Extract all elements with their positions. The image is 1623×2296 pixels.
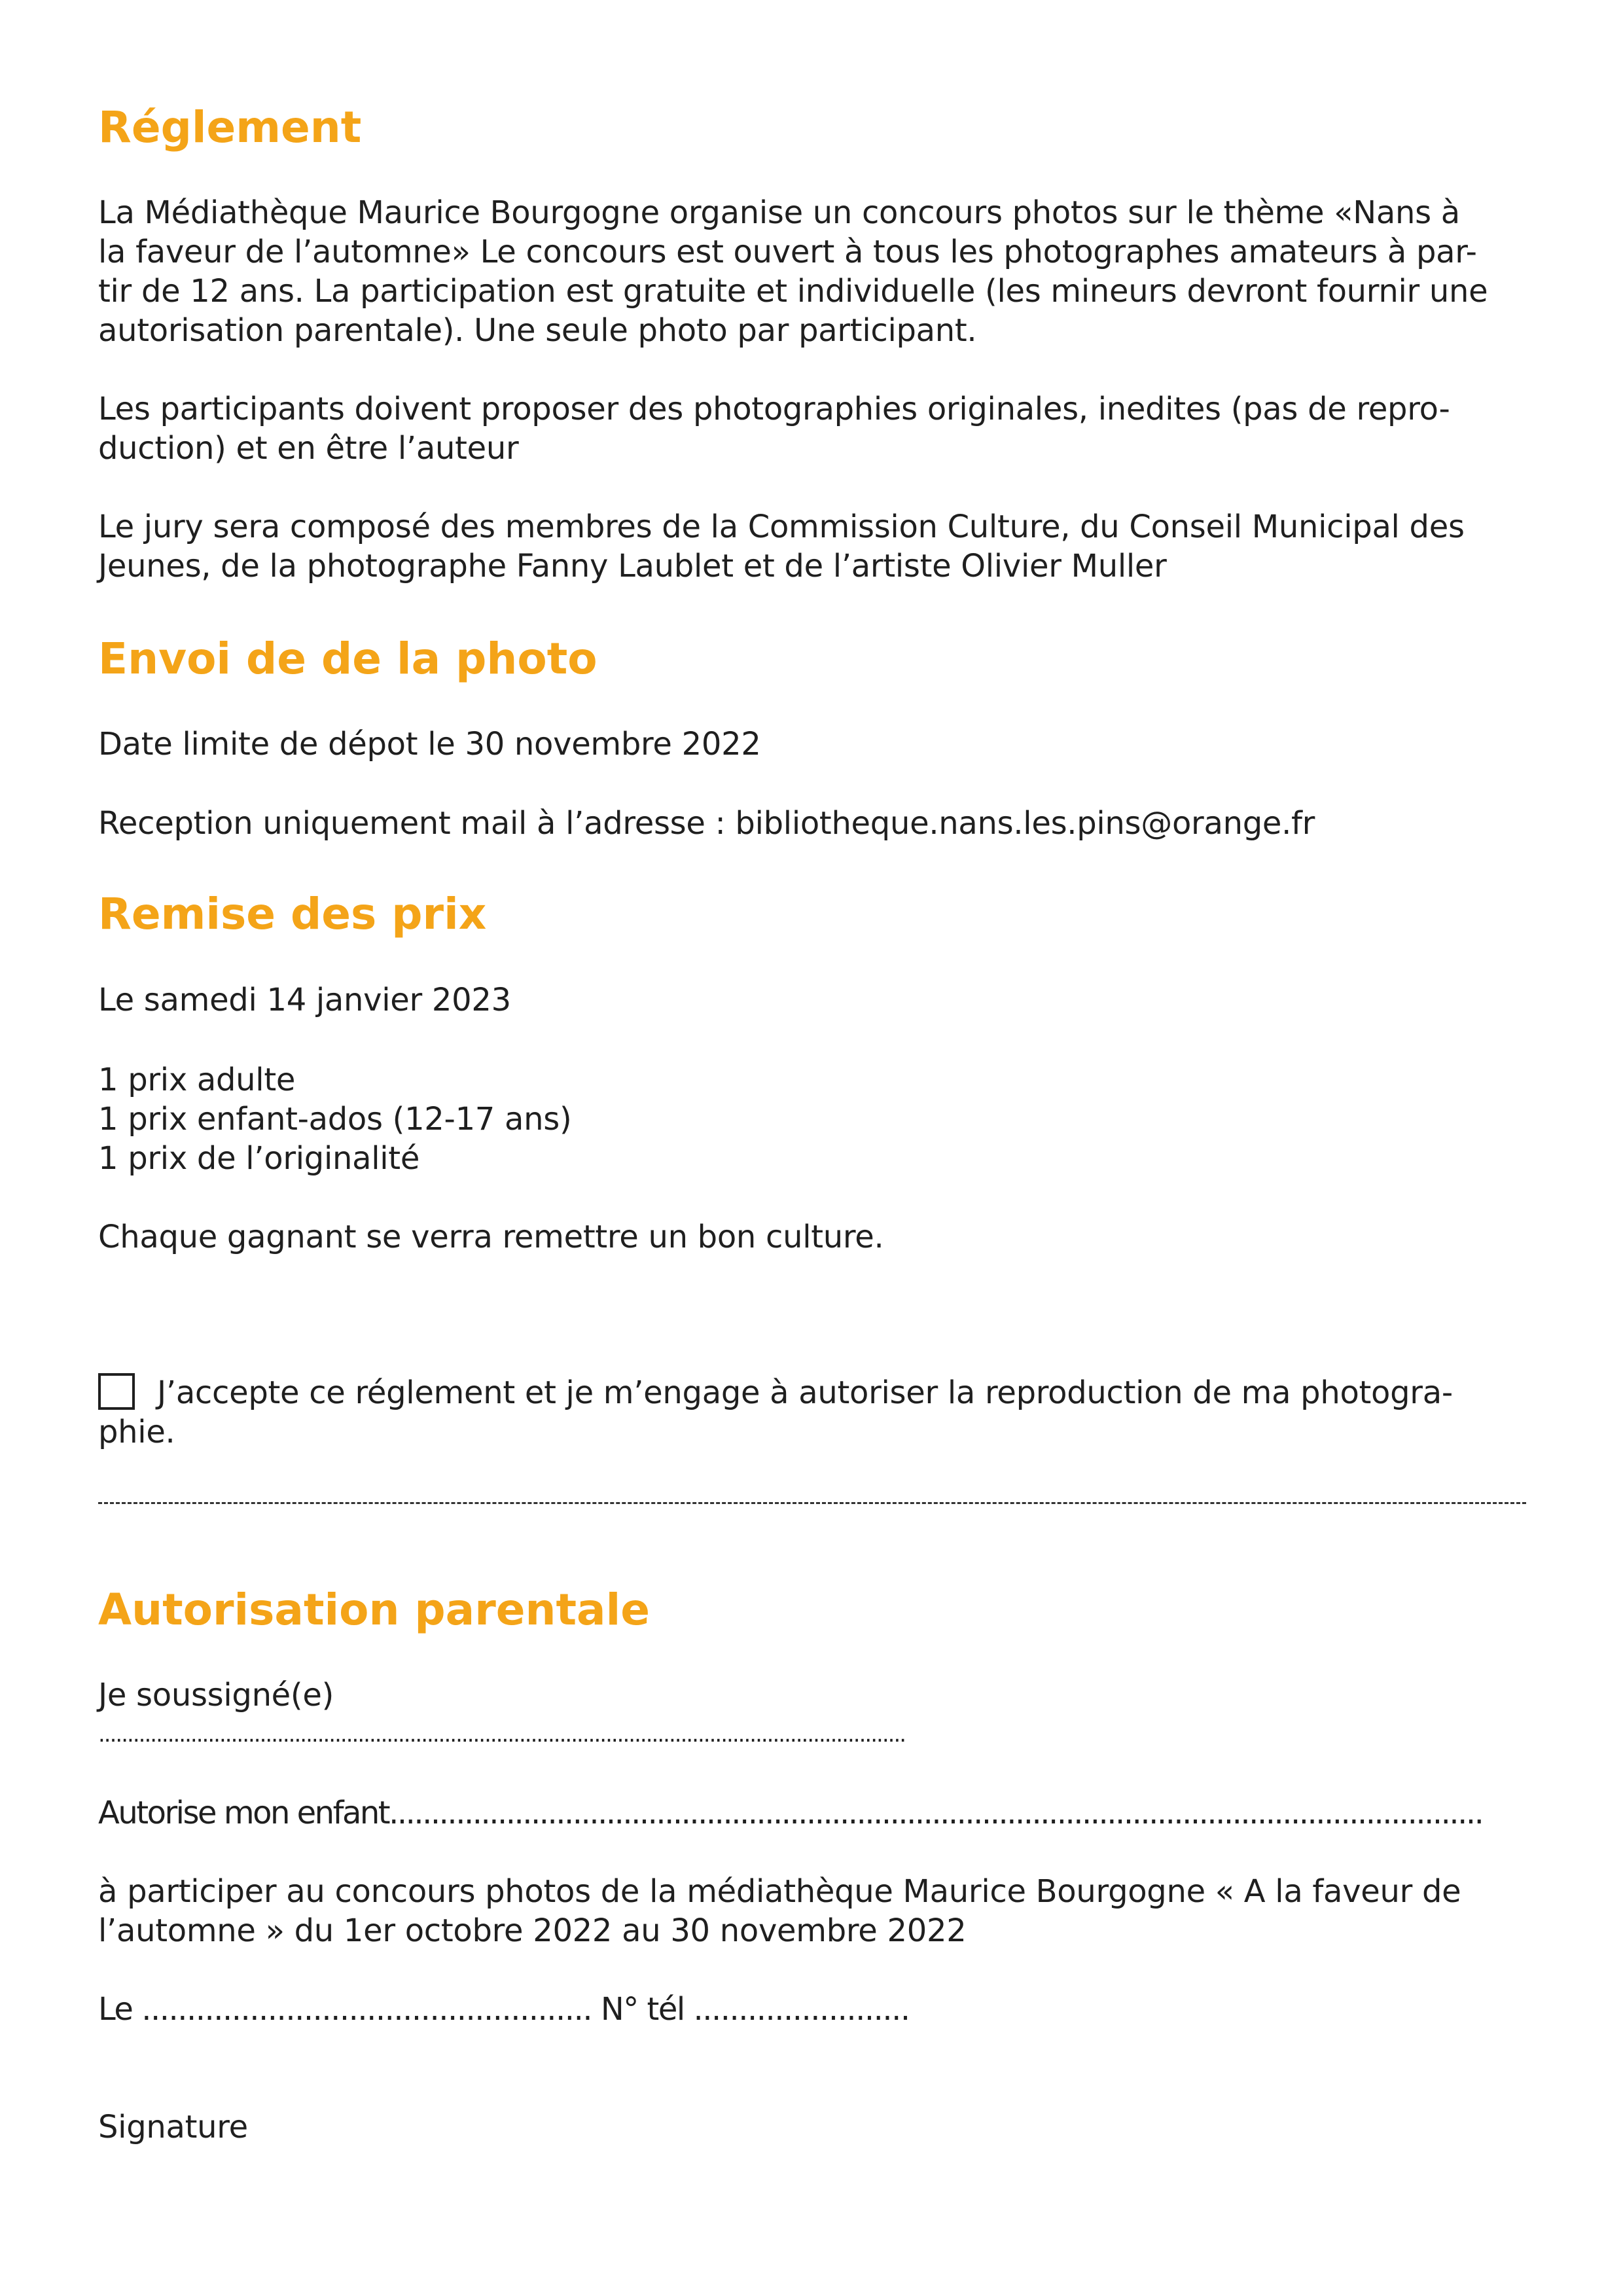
text-line: phie. bbox=[98, 1414, 175, 1450]
soussigne-field bbox=[98, 1676, 1538, 1754]
text-line: autorisation parentale). Une seule photo par participant. bbox=[98, 312, 977, 349]
text-line: Le .................................................. N° tél ........................ bbox=[98, 1991, 910, 2028]
prize-list bbox=[98, 1060, 1538, 1178]
accept-text bbox=[98, 1373, 1538, 1452]
fill-in-dotted-line: ............................................................................................................................................ bbox=[98, 1721, 906, 1748]
text-line: Autorise mon enfant................................................................................................................................... bbox=[98, 1795, 1483, 1831]
reception-text bbox=[98, 804, 1538, 843]
text-line: J’accepte ce réglement et je m’engage à autoriser la reproduction de ma photogra- bbox=[157, 1374, 1453, 1411]
deadline-text bbox=[98, 725, 1538, 764]
envoi-heading: Envoi de de la photo bbox=[98, 634, 597, 684]
text-line: duction) et en être l’auteur bbox=[98, 430, 519, 467]
autorisation-heading: Autorisation parentale bbox=[98, 1585, 650, 1635]
reglement-heading: Réglement bbox=[98, 102, 362, 152]
reglement-jury-paragraph bbox=[98, 507, 1538, 586]
cut-line-divider bbox=[98, 1502, 1526, 1504]
enfant-field bbox=[98, 1793, 1538, 1833]
ceremony-date-text bbox=[98, 980, 1538, 1020]
remise-heading: Remise des prix bbox=[98, 889, 487, 939]
text-line: Je soussigné(e) bbox=[98, 1677, 334, 1713]
text-line: Reception uniquement mail à l’adresse : bibliotheque.nans.les.pins@orange.fr bbox=[98, 805, 1315, 842]
text-line: tir de 12 ans. La participation est gratuite et individuelle (les mineurs devront fournir une bbox=[98, 273, 1488, 310]
text-line: la faveur de l’automne» Le concours est ouvert à tous les photographes amateurs à par- bbox=[98, 234, 1477, 270]
text-line: Les participants doivent proposer des photographies originales, inedites (pas de repro- bbox=[98, 391, 1450, 427]
reglement-originality-paragraph bbox=[98, 389, 1538, 468]
text-line: Le samedi 14 janvier 2023 bbox=[98, 982, 511, 1018]
list-item: 1 prix adulte bbox=[98, 1062, 296, 1098]
signature-label bbox=[98, 2108, 1538, 2147]
text-line: Signature bbox=[98, 2109, 248, 2145]
text-line: l’automne » du 1er octobre 2022 au 30 novembre 2022 bbox=[98, 1912, 967, 1949]
list-item: 1 prix enfant-ados (12-17 ans) bbox=[98, 1101, 572, 1138]
list-item: 1 prix de l’originalité bbox=[98, 1140, 420, 1177]
text-line: Le jury sera composé des membres de la Commission Culture, du Conseil Municipal des bbox=[98, 509, 1465, 545]
reglement-intro-paragraph bbox=[98, 193, 1538, 350]
text-line: Date limite de dépot le 30 novembre 2022 bbox=[98, 726, 761, 762]
participation-paragraph bbox=[98, 1872, 1538, 1950]
text-line: La Médiathèque Maurice Bourgogne organise un concours photos sur le thème «Nans à bbox=[98, 194, 1460, 231]
text-line: Chaque gagnant se verra remettre un bon culture. bbox=[98, 1219, 884, 1255]
gift-text bbox=[98, 1217, 1538, 1257]
text-line: à participer au concours photos de la médiathèque Maurice Bourgogne « A la faveur de bbox=[98, 1873, 1461, 1910]
text-line: Jeunes, de la photographe Fanny Laublet et de l’artiste Olivier Muller bbox=[98, 548, 1167, 584]
date-phone-field bbox=[98, 1990, 1538, 2029]
